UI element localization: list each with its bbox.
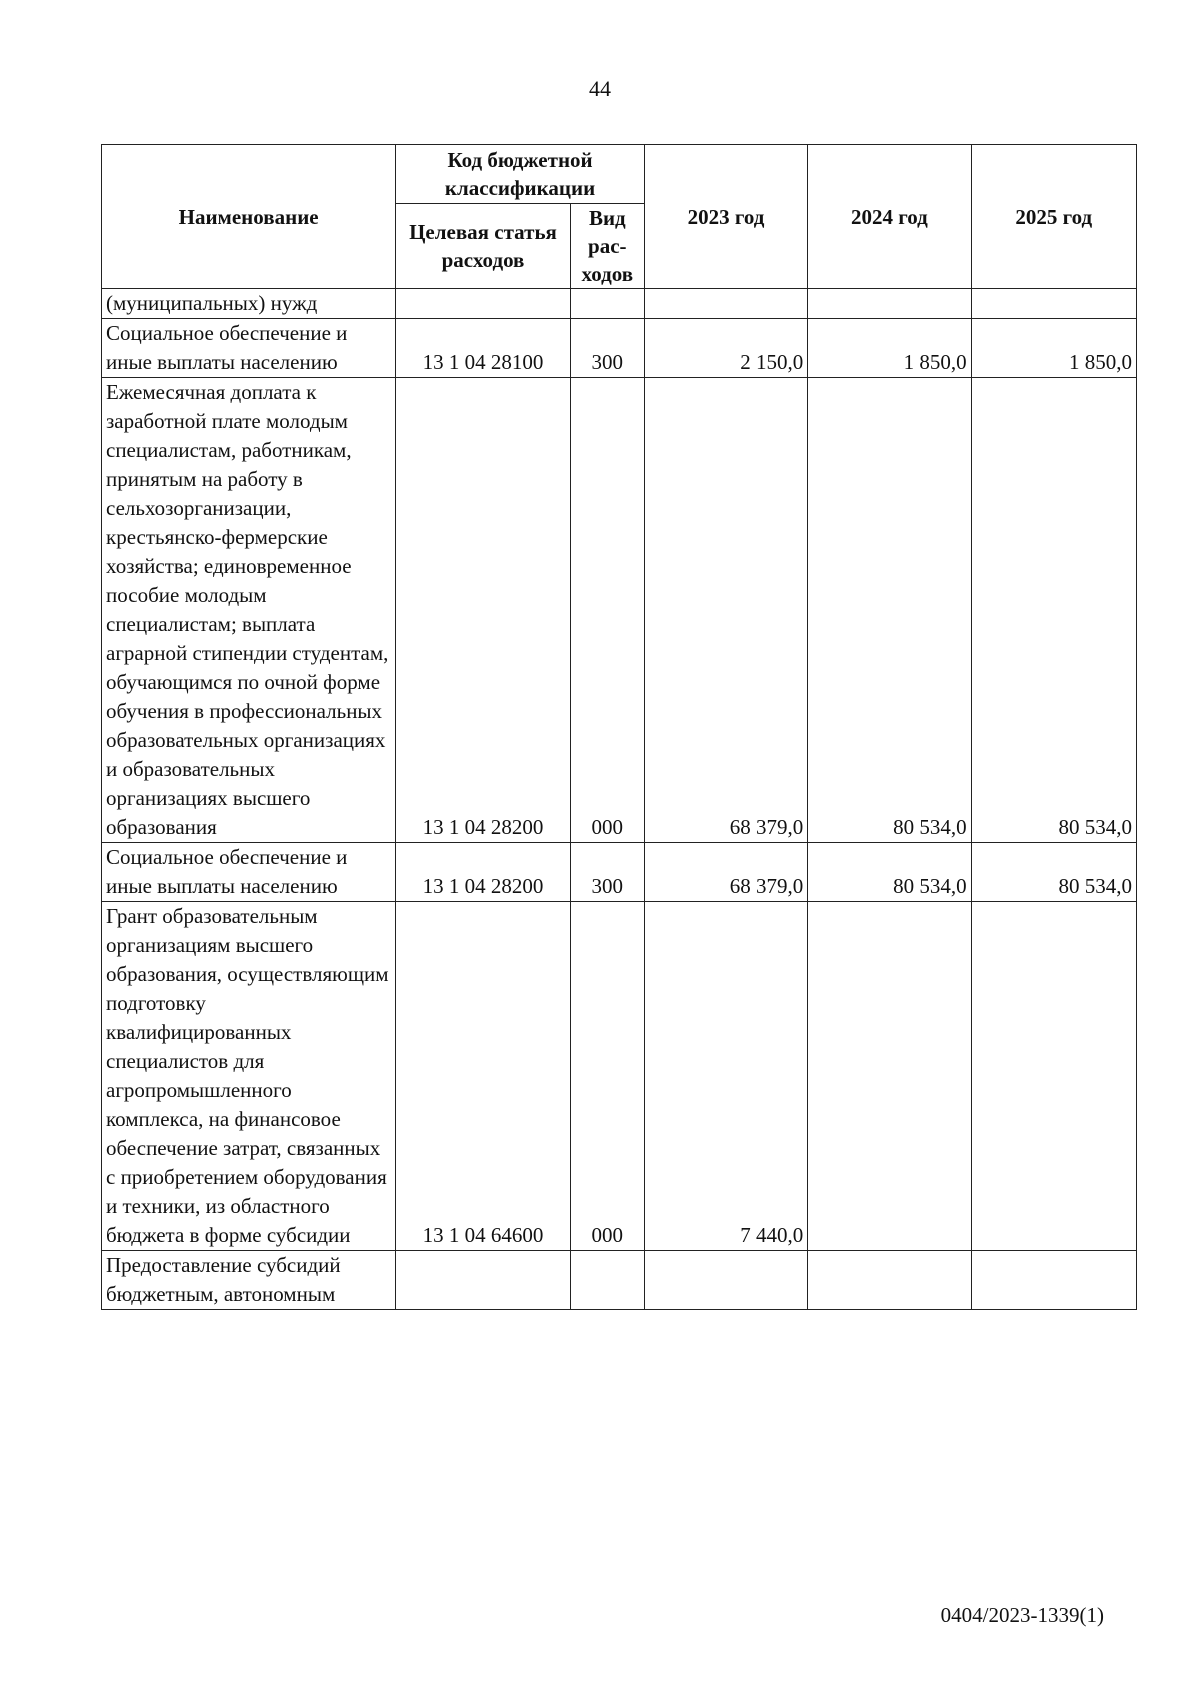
table-row <box>102 319 1137 378</box>
header-year-2023: 2023 год <box>644 145 807 289</box>
header-year-2025: 2025 год <box>971 145 1136 289</box>
table-row <box>102 378 1137 843</box>
header-code-group: Код бюджетной классификации <box>396 145 645 204</box>
row-article: 13 1 04 64600 <box>396 902 571 1251</box>
header-name: Наименование <box>102 145 396 289</box>
row-2025 <box>971 902 1136 1251</box>
row-article: 13 1 04 28200 <box>396 378 571 843</box>
row-name: Грант образовательным организациям высшего образования, осуществляющим подготовку квалифицированных специалистов для агропромышленного комплекса, на финансовое обеспечение затрат, связанных с приобретением оборудования и техники, из областного бюджета в форме субсидии <box>102 902 396 1251</box>
header-year-2024: 2024 год <box>808 145 971 289</box>
row-2024 <box>808 902 971 1251</box>
row-2024: 80 534,0 <box>808 378 971 843</box>
table-row <box>102 843 1137 902</box>
row-article: 13 1 04 28200 <box>396 843 571 902</box>
row-2023: 68 379,0 <box>644 843 807 902</box>
row-kind: 000 <box>570 378 644 843</box>
row-name: Предоставление субсидий бюджетным, автономным <box>102 1251 396 1310</box>
row-article: 13 1 04 28100 <box>396 319 571 378</box>
row-2025: 80 534,0 <box>971 843 1136 902</box>
row-name: Ежемесячная доплата к заработной плате молодым специалистам, работникам, принятым на работу в сельхозорганизации, крестьянско-фермерские хозяйства; единовременное пособие молодым специалистам; выплата аграрной стипендии студентам, обучающимся по очной форме обучения в профессиональных образовательных организациях и образовательных организациях высшего образования <box>102 378 396 843</box>
row-2023: 68 379,0 <box>644 378 807 843</box>
table-row <box>102 289 1137 319</box>
row-2023 <box>644 1251 807 1310</box>
document-code: 0404/2023-1339(1) <box>940 1603 1104 1627</box>
header-expense-kind: Вид рас-ходов <box>570 204 644 289</box>
row-kind: 300 <box>570 319 644 378</box>
row-2024: 80 534,0 <box>808 843 971 902</box>
row-2024 <box>808 289 971 319</box>
row-2023: 2 150,0 <box>644 319 807 378</box>
row-name: Социальное обеспечение и иные выплаты населению <box>102 843 396 902</box>
table-row <box>102 902 1137 1251</box>
row-article <box>396 1251 571 1310</box>
row-2025 <box>971 289 1136 319</box>
row-name: Социальное обеспечение и иные выплаты населению <box>102 319 396 378</box>
row-2024 <box>808 1251 971 1310</box>
row-kind <box>570 289 644 319</box>
page-number: 44 <box>589 76 611 101</box>
header-target-article: Целевая статья расходов <box>396 204 571 289</box>
row-article <box>396 289 571 319</box>
row-2025: 80 534,0 <box>971 378 1136 843</box>
row-kind: 000 <box>570 902 644 1251</box>
row-name: (муниципальных) нужд <box>102 289 396 319</box>
budget-table <box>101 144 1137 1310</box>
table-row <box>102 1251 1137 1310</box>
row-kind: 300 <box>570 843 644 902</box>
row-2024: 1 850,0 <box>808 319 971 378</box>
row-2023 <box>644 289 807 319</box>
row-2023: 7 440,0 <box>644 902 807 1251</box>
row-2025: 1 850,0 <box>971 319 1136 378</box>
row-kind <box>570 1251 644 1310</box>
row-2025 <box>971 1251 1136 1310</box>
